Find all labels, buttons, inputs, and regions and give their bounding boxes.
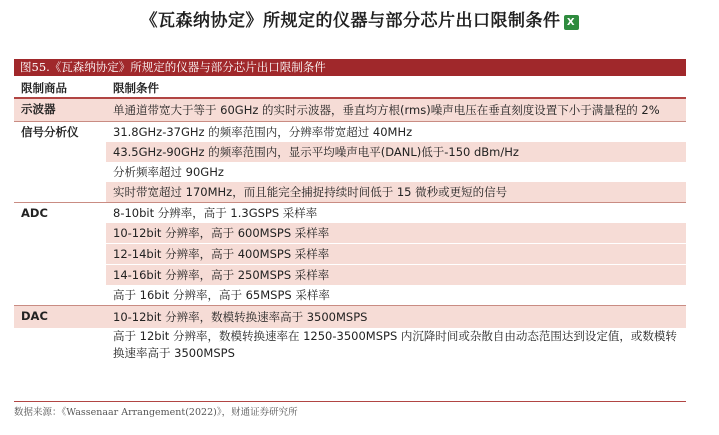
figure-caption-bar	[14, 59, 686, 76]
table-row	[14, 285, 686, 306]
product-cell-adc: ADC	[14, 203, 106, 306]
column-header-condition: 限制条件	[106, 78, 686, 98]
condition-cell: 单通道带宽大于等于 60GHz 的实时示波器，垂直均方根(rms)噪声电压在垂直刻度设置下小于满量程的 2%	[106, 98, 686, 122]
data-source-note: 数据来源：《Wassenaar Arrangement(2022)》，财通证券研究所	[14, 407, 298, 418]
table-header-row	[14, 78, 686, 98]
table-row	[14, 328, 686, 362]
product-cell-empty	[14, 328, 106, 362]
condition-cell: 10-12bit 分辨率，高于 600MSPS 采样率	[106, 223, 686, 244]
product-cell-oscilloscope: 示波器	[14, 98, 106, 122]
export-limits-table	[14, 78, 686, 362]
table-bottom-rule	[14, 401, 686, 402]
condition-cell: 高于 16bit 分辨率，高于 65MSPS 采样率	[106, 285, 686, 306]
condition-cell: 分析频率超过 90GHz	[106, 162, 686, 182]
table-row	[14, 203, 686, 224]
figure-caption: 图55.《瓦森纳协定》所规定的仪器与部分芯片出口限制条件	[20, 60, 326, 74]
excel-icon[interactable]: X	[564, 15, 579, 30]
condition-cell: 43.5GHz-90GHz 的频率范围内，显示平均噪声电平(DANL)低于-150 dBm/Hz	[106, 142, 686, 162]
condition-cell: 10-12bit 分辨率，数模转换速率高于 3500MSPS	[106, 306, 686, 329]
table-row	[14, 244, 686, 265]
condition-cell: 8-10bit 分辨率，高于 1.3GSPS 采样率	[106, 203, 686, 224]
table-row	[14, 182, 686, 203]
table-row	[14, 122, 686, 143]
column-header-product: 限制商品	[14, 78, 106, 98]
table-row	[14, 162, 686, 182]
table-row	[14, 98, 686, 122]
condition-cell: 14-16bit 分辨率，高于 250MSPS 采样率	[106, 265, 686, 286]
table-row	[14, 142, 686, 162]
product-cell-signal-analyzer: 信号分析仪	[14, 122, 106, 203]
product-cell-dac: DAC	[14, 306, 106, 329]
condition-cell: 实时带宽超过 170MHz，而且能完全捕捉持续时间低于 15 微秒或更短的信号	[106, 182, 686, 203]
table-row	[14, 223, 686, 244]
condition-cell: 高于 12bit 分辨率，数模转换速率在 1250-3500MSPS 内沉降时间或杂散自由动态范围达到设定值，或数模转换速率高于 3500MSPS	[106, 328, 686, 362]
table-row	[14, 265, 686, 286]
table-row	[14, 306, 686, 329]
page-title	[0, 6, 719, 31]
page-title-text: 《瓦森纳协定》所规定的仪器与部分芯片出口限制条件	[140, 11, 561, 31]
condition-cell: 12-14bit 分辨率，高于 400MSPS 采样率	[106, 244, 686, 265]
condition-cell: 31.8GHz-37GHz 的频率范围内，分辨率带宽超过 40MHz	[106, 122, 686, 143]
